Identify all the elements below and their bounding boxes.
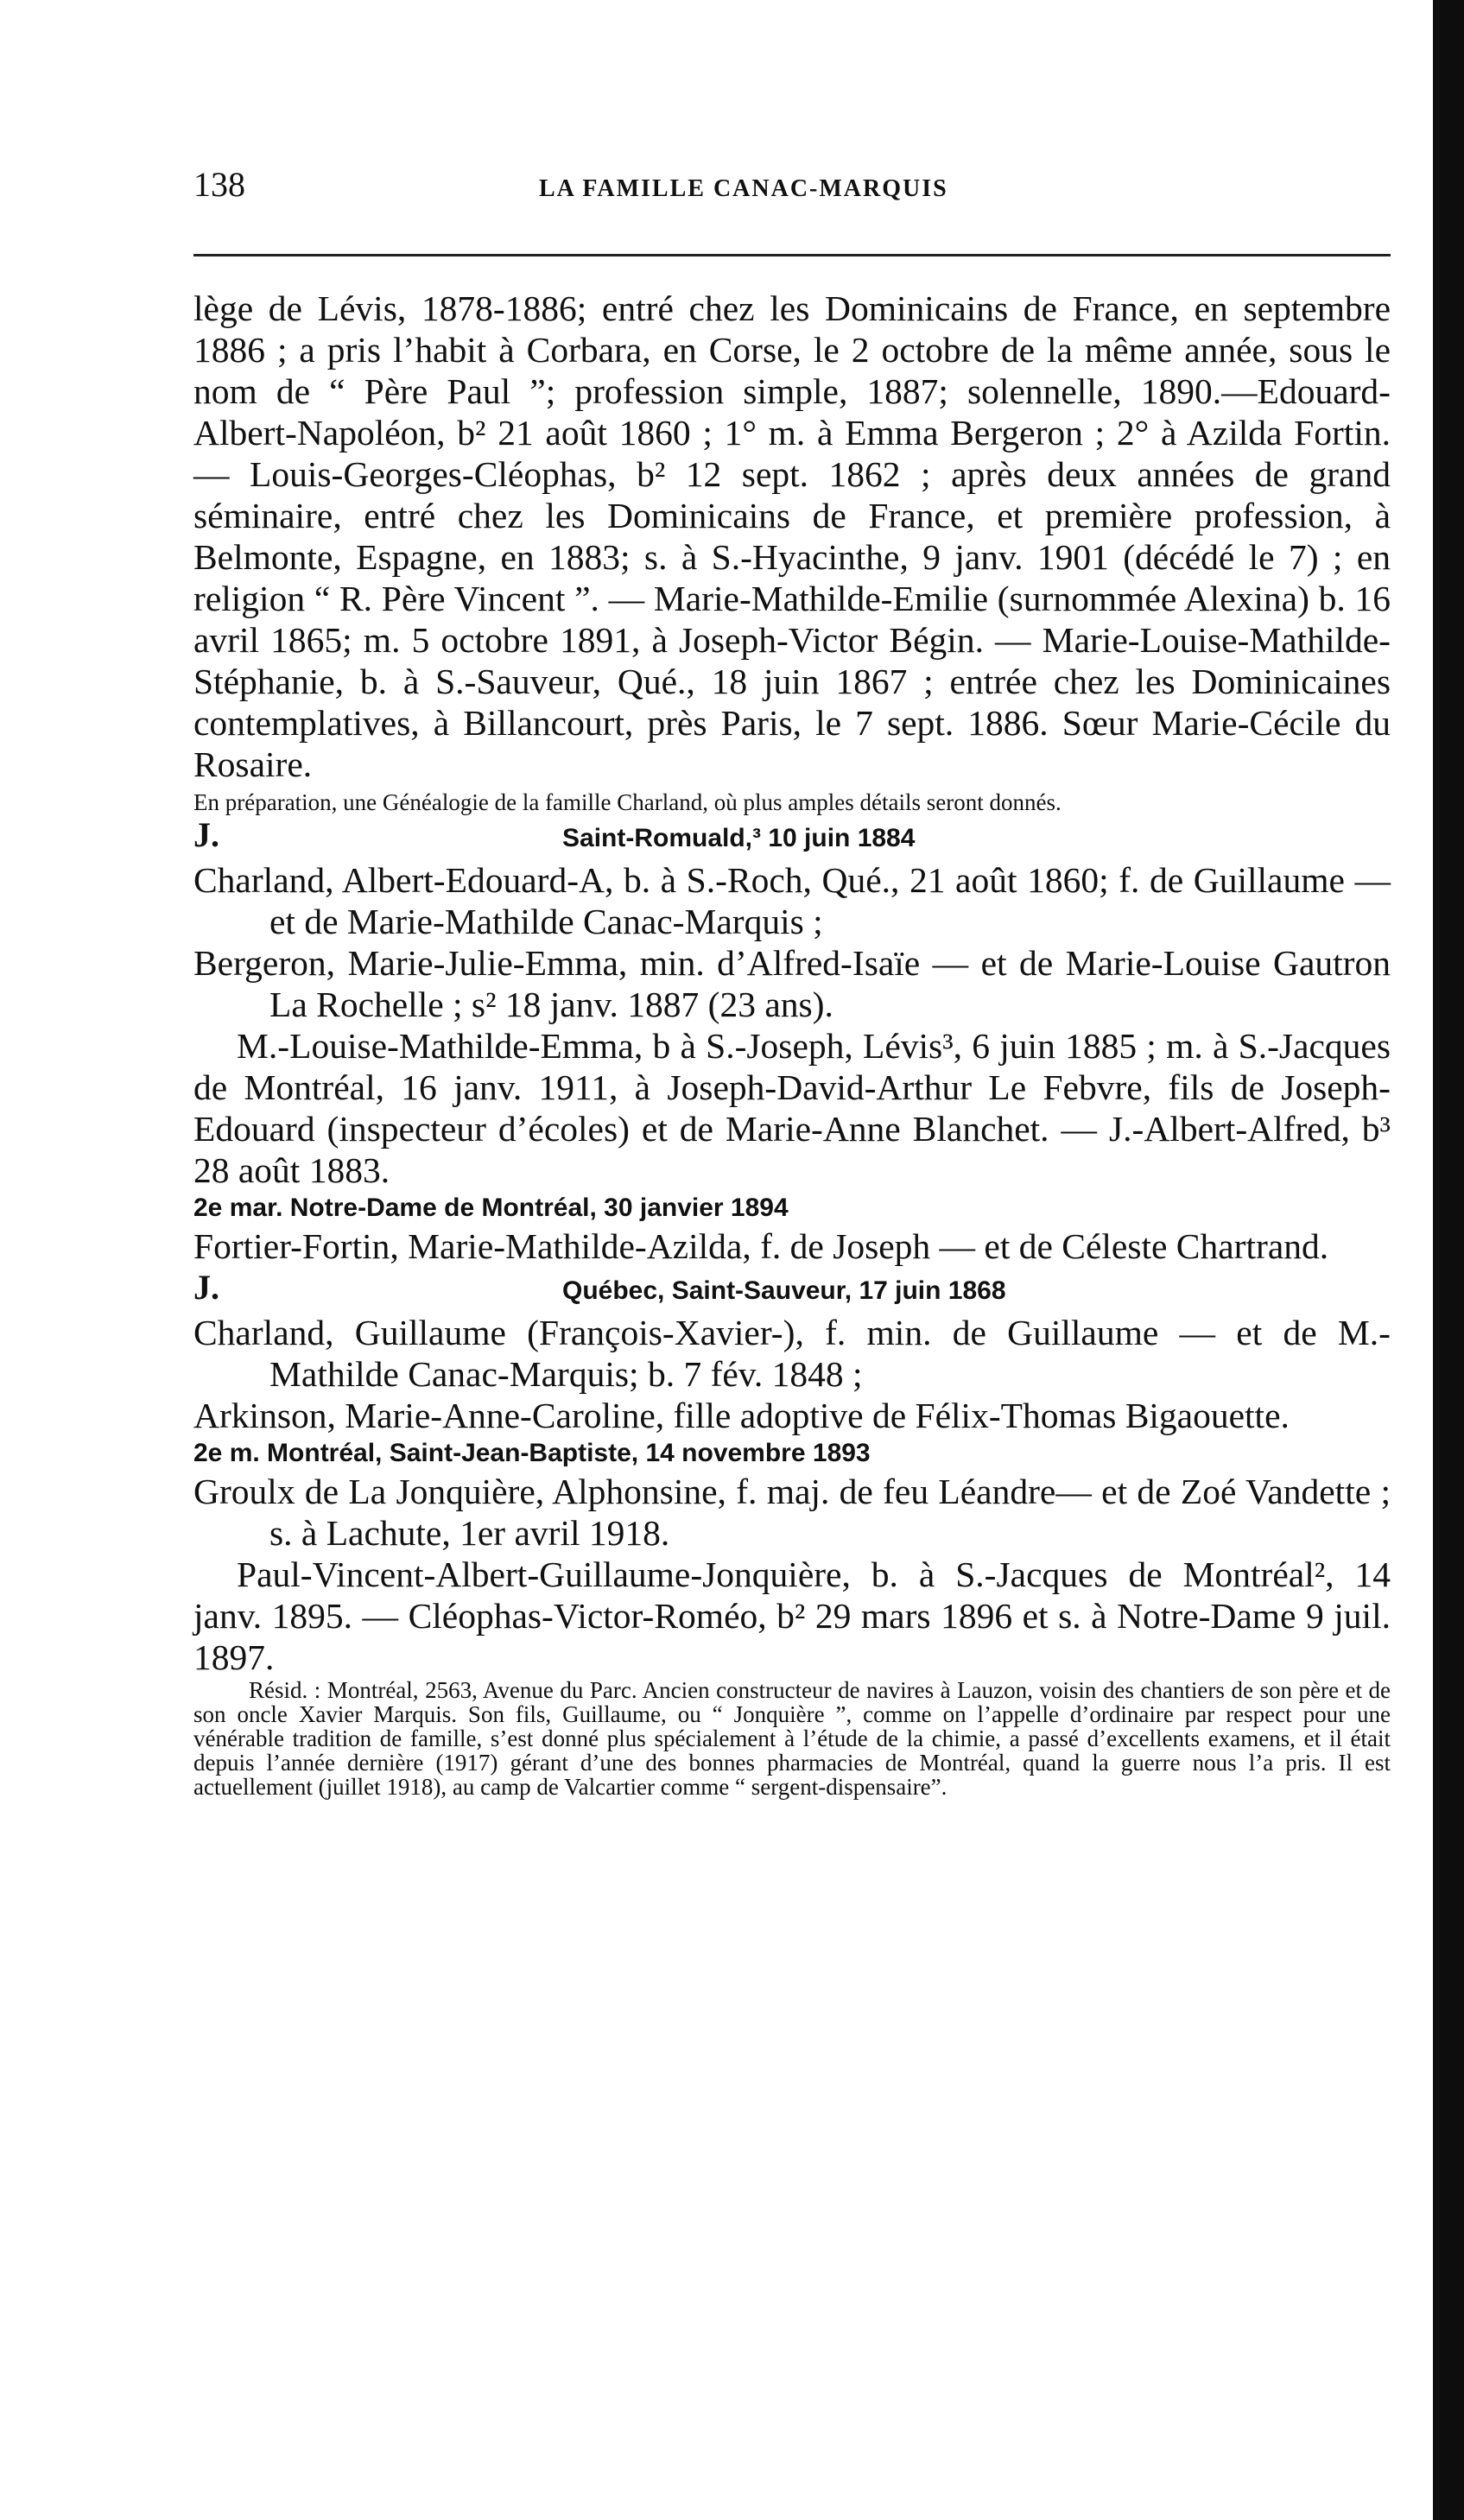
book-page xyxy=(193,164,1391,1799)
footnote-residence: Résid. : Montréal, 2563, Avenue du Parc. Ancien constructeur de navires à Lauzon, voisin des chantiers de son père et de son oncle Xavier Marquis. Son fils, Guillaume, ou “ Jonquière ”, comme on l’appelle d’ordinaire par respect pour une vénérable tradition de famille, s’est donné plus spécialement à l’étude de la chimie, a passé d’excellents examens, et il était depuis l’année dernière (1917) gérant d’une des bonnes pharmacies de Montréal, quand la guerre nous l’a pris. Il est actuellement (juillet 1918), au camp de Valcartier comme “ sergent-dispensaire”. xyxy=(193,1677,1391,1800)
header-rule xyxy=(193,254,1391,256)
marriage-place-date: Québec, Saint-Sauveur, 17 juin 1868 xyxy=(562,1276,1006,1305)
running-title: LA FAMILLE CANAC-MARQUIS xyxy=(539,175,948,202)
footnote-genealogy: En préparation, une Généalogie de la famille Charland, où plus amples détails seront donnés. xyxy=(193,789,1062,815)
second-spouse-entry: Fortier-Fortin, Marie-Mathilde-Azilda, f. de Joseph — et de Céleste Chartrand. xyxy=(193,1226,1329,1266)
continuation-paragraph: lège de Lévis, 1878-1886; entré chez les Dominicains de France, en septembre 1886 ; a pris l’habit à Corbara, en Corse, le 2 octobre de la même année, sous le nom de “ Père Paul ”; profession simple, 1887; solennelle, 1890.—Edouard-Albert-Napoléon, b² 21 août 1860 ; 1° m. à Emma Bergeron ; 2° à Azilda Fortin. — Louis-Georges-Cléophas, b² 12 sept. 1862 ; après deux années de grand séminaire, entré chez les Dominicains de France, et première profession, à Belmonte, Espagne, en 1883; s. à S.-Hyacinthe, 9 janv. 1901 (décédé le 7) ; en religion “ R. Père Vincent ”. — Marie-Mathilde-Emilie (surnommée Alexina) b. 16 avril 1865; m. 5 octobre 1891, à Joseph-Victor Bégin. — Marie-Louise-Mathilde-Stéphanie, b. à S.-Sauveur, Qué., 18 juin 1867 ; entrée chez les Dominicaines contemplatives, à Billancourt, près Paris, le 7 sept. 1886. Sœur Marie-Cécile du Rosaire. xyxy=(193,288,1391,784)
page-number: 138 xyxy=(193,165,245,204)
children-paragraph: Paul-Vincent-Albert-Guillaume-Jonquière, b. à S.-Jacques de Montréal², 14 janv. 1895. — Cléophas-Victor-Roméo, b² 29 mars 1896 et s. à Notre-Dame 9 juil. 1897. xyxy=(193,1554,1391,1677)
groom-entry: Charland, Albert-Edouard-A, b. à S.-Roch, Qué., 21 août 1860; f. de Guillaume — et de Marie-Mathilde Canac-Marquis ; xyxy=(193,860,1391,941)
bride-entry: Bergeron, Marie-Julie-Emma, min. d’Alfred-Isaïe — et de Marie-Louise Gautron La Rochelle ; s² 18 janv. 1887 (23 ans). xyxy=(193,943,1391,1024)
children-paragraph: M.-Louise-Mathilde-Emma, b à S.-Joseph, Lévis³, 6 juin 1885 ; m. à S.-Jacques de Montréal, 16 janv. 1911, à Joseph-David-Arthur Le Febvre, fils de Joseph-Edouard (inspecteur d’écoles) et de Marie-Anne Blanchet. — J.-Albert-Alfred, b³ 28 août 1883. xyxy=(193,1026,1391,1190)
second-marriage-heading: 2e m. Montréal, Saint-Jean-Baptiste, 14 novembre 1893 xyxy=(193,1439,871,1467)
scan-edge-shadow xyxy=(1433,0,1464,2520)
groom-entry: Charland, Guillaume (François-Xavier-), f. min. de Guillaume — et de M.-Mathilde Canac-Marquis; b. 7 fév. 1848 ; xyxy=(193,1313,1391,1394)
marriage-heading xyxy=(193,1267,1391,1312)
bride-entry: Arkinson, Marie-Anne-Caroline, fille adoptive de Félix-Thomas Bigaouette. xyxy=(193,1396,1290,1435)
second-spouse-entry: Groulx de La Jonquière, Alphonsine, f. maj. de feu Léandre— et de Zoé Vandette ; s. à Lachute, 1er avril 1918. xyxy=(193,1472,1391,1553)
marriage-mark: J. xyxy=(193,815,219,854)
second-marriage-heading: 2e mar. Notre-Dame de Montréal, 30 janvier 1894 xyxy=(193,1194,789,1222)
page-header xyxy=(193,164,1391,225)
marriage-heading xyxy=(193,814,1391,859)
marriage-mark: J. xyxy=(193,1268,219,1307)
marriage-place-date: Saint-Romuald,³ 10 juin 1884 xyxy=(562,824,916,852)
